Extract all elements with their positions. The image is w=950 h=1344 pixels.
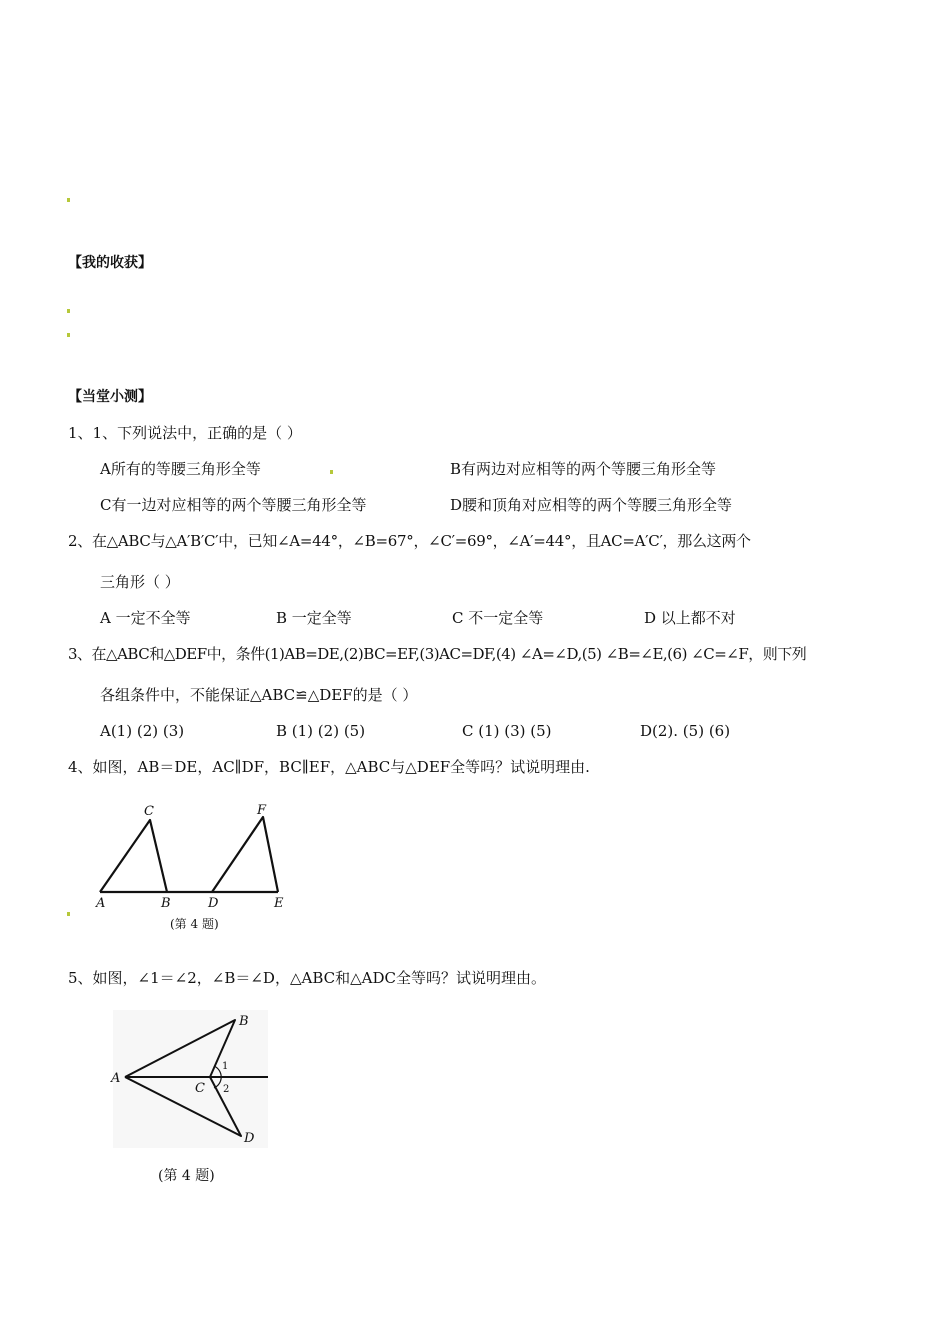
quiz-heading: 【当堂小测】	[68, 389, 152, 405]
q2-option-d: D 以上都不对	[644, 609, 736, 627]
fig4-caption: (第 4 题)	[170, 917, 219, 931]
q1-stem: 1、1、下列说法中，正确的是（ ）	[68, 424, 302, 442]
fig4-triangle-abc	[100, 820, 167, 892]
q1-option-a: A所有的等腰三角形全等	[100, 460, 261, 478]
q2-option-a: A 一定不全等	[100, 609, 191, 627]
q1-option-d: D腰和顶角对应相等的两个等腰三角形全等	[450, 496, 733, 514]
fig5-label-d: D	[244, 1131, 255, 1146]
harvest-heading: 【我的收获】	[68, 255, 152, 271]
q3-option-a: A(1) (2) (3)	[100, 722, 185, 740]
fig4-label-f: F	[257, 803, 267, 818]
q4-stem: 4、如图，AB＝DE，AC∥DF，BC∥EF，△ABC与△DEF全等吗？试说明理由.	[68, 758, 590, 776]
marker-dot	[67, 912, 70, 916]
q2-option-c: C 不一定全等	[452, 609, 544, 627]
fig5-background	[113, 1010, 268, 1148]
fig5-label-angle1: 1	[222, 1061, 229, 1072]
fig5-label-c: C	[195, 1081, 205, 1096]
q1-option-b: B有两边对应相等的两个等腰三角形全等	[450, 460, 717, 478]
fig5-label-a: A	[111, 1071, 121, 1086]
marker-dot	[67, 309, 70, 313]
fig4-label-d: D	[208, 896, 219, 911]
q3-option-d: D(2). (5) (6)	[640, 722, 731, 740]
q3-option-c: C (1) (3) (5)	[462, 722, 552, 740]
fig4-triangle-def	[212, 817, 278, 892]
q1-option-c: C有一边对应相等的两个等腰三角形全等	[100, 496, 367, 514]
q5-stem: 5、如图，∠1＝∠2，∠B＝∠D，△ABC和△ADC全等吗？试说明理由。	[68, 969, 546, 987]
q3-stem: 3、在△ABC和△DEF中，条件(1)AB=DE,(2)BC=EF,(3)AC=DF,(4) ∠A=∠D,(5) ∠B=∠E,(6) ∠C=∠F，则下列	[68, 645, 807, 663]
marker-dot	[67, 198, 70, 202]
marker-dot	[67, 333, 70, 337]
fig4-label-c: C	[144, 804, 154, 819]
marker-dot	[330, 470, 333, 474]
fig4-label-a: A	[96, 896, 106, 911]
q5-figure	[105, 1008, 280, 1193]
fig5-label-b: B	[239, 1014, 249, 1029]
fig5-label-angle2: 2	[223, 1084, 230, 1095]
fig4-label-b: B	[161, 896, 171, 911]
q2-stem: 2、在△ABC与△A′B′C′中，已知∠A=44°，∠B=67°，∠C′=69°，∠A′=44°，且AC=A′C′，那么这两个	[68, 532, 751, 550]
fig5-caption: (第 4 题)	[158, 1168, 215, 1184]
q2-option-b: B 一定全等	[276, 609, 352, 627]
q3-stem-cont: 各组条件中，不能保证△ABC≌△DEF的是（ ）	[100, 686, 418, 704]
q4-figure	[90, 795, 300, 935]
q3-option-b: B (1) (2) (5)	[276, 722, 366, 740]
fig4-label-e: E	[274, 896, 284, 911]
q2-stem-cont: 三角形（ ）	[100, 573, 180, 591]
